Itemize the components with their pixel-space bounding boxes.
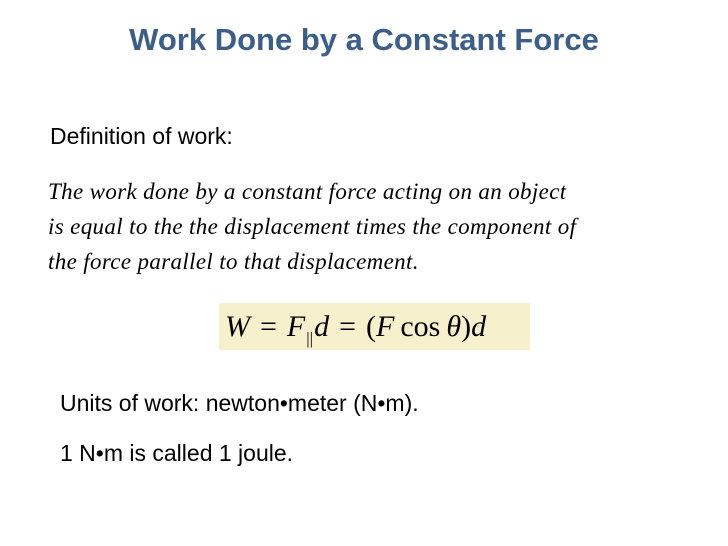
- formula-parallel-subscript: ||: [306, 329, 314, 348]
- joule-definition: 1 N•m is called 1 joule.: [60, 440, 294, 466]
- slide-title: Work Done by a Constant Force: [129, 22, 599, 57]
- formula-f-parallel: F: [286, 310, 306, 343]
- formula-open-paren: (: [365, 310, 376, 343]
- formula-f: F: [375, 310, 395, 343]
- units-of-work: Units of work: newton•meter (N•m).: [60, 390, 419, 416]
- formula-equals-1: =: [260, 310, 277, 343]
- work-formula: [219, 303, 530, 350]
- formula-theta: θ: [446, 310, 462, 343]
- definition-line-3: the force parallel to that displacement.: [48, 249, 419, 274]
- definition-line-1: The work done by a constant force acting on an object: [48, 179, 567, 204]
- formula-close-paren: ): [461, 310, 472, 343]
- formula-d-1: d: [314, 310, 330, 343]
- formula-w: W: [225, 310, 250, 343]
- definition-text: [48, 174, 708, 279]
- formula-cos: cos: [400, 310, 441, 343]
- definition-heading: Definition of work:: [50, 123, 233, 149]
- formula-d-2: d: [471, 310, 487, 343]
- formula-equals-2: =: [339, 310, 356, 343]
- definition-line-2: is equal to the the displacement times the component of: [48, 214, 577, 239]
